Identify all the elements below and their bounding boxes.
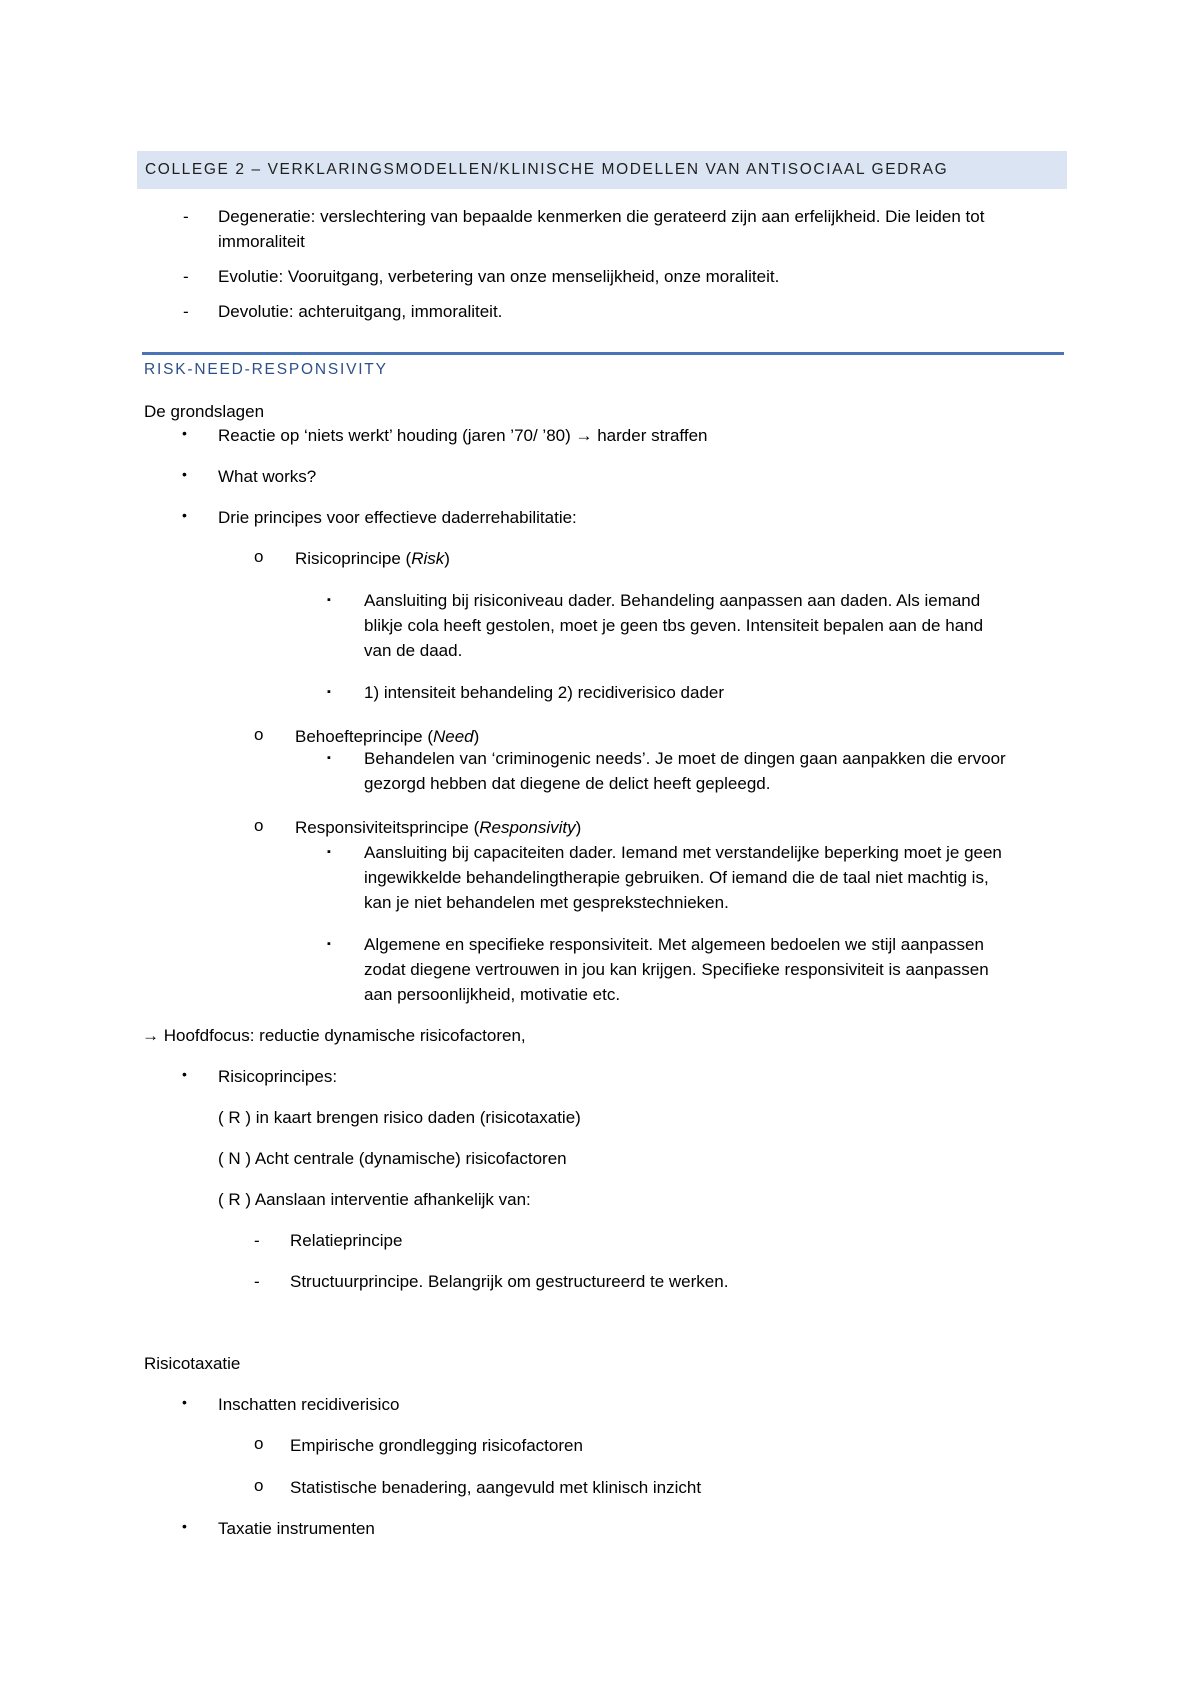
risicoprincipe-r2: ( N ) Acht centrale (dynamische) risicofactoren	[218, 1149, 567, 1168]
circle-marker: o	[254, 725, 264, 744]
college-heading: COLLEGE 2 – VERKLARINGSMODELLEN/KLINISCHE MODELLEN VAN ANTISOCIAAL GEDRAG	[137, 151, 1067, 189]
risk-sub-1-line-2: blikje cola heeft gestolen, moet je geen tbs geven. Intensiteit bepalen aan de hand	[364, 616, 984, 635]
risk-sub-1-line-3: van de daad.	[364, 641, 463, 660]
dash-marker: -	[183, 267, 189, 286]
circle-marker: o	[254, 547, 264, 566]
arrow-icon: →	[142, 1026, 159, 1045]
bullet-marker: •	[182, 1066, 187, 1082]
bullet-marker: •	[182, 466, 187, 482]
square-marker: ▪	[327, 938, 331, 950]
risicoprincipe-r1: ( R ) in kaart brengen risico daden (risicotaxatie)	[218, 1108, 581, 1127]
responsivity-sub-2-line-2: zodat diegene vertrouwen in jou kan krijgen. Specifieke responsiviteit is aanpassen	[364, 960, 989, 979]
square-marker: ▪	[327, 846, 331, 858]
risk-label: Risicoprincipe (Risk)	[295, 549, 450, 568]
square-marker: ▪	[327, 594, 331, 606]
risicotaxatie-bullet-2: Taxatie instrumenten	[218, 1519, 375, 1538]
responsivity-sub-1-line-1: Aansluiting bij capaciteiten dader. Iemand met verstandelijke beperking moet je geen	[364, 843, 1002, 862]
need-sub-1-line-2: gezorgd hebben dat diegene de delict heeft gepleegd.	[364, 774, 771, 793]
circle-marker: o	[254, 816, 264, 835]
structuurprincipe: Structuurprincipe. Belangrijk om gestructureerd te werken.	[290, 1272, 729, 1291]
circle-marker: o	[254, 1476, 264, 1495]
need-sub-1-line-1: Behandelen van ‘criminogenic needs’. Je moet de dingen gaan aanpakken die ervoor	[364, 749, 1006, 768]
section-rule	[142, 352, 1064, 355]
risk-sub-2: 1) intensiteit behandeling 2) recidiverisico dader	[364, 683, 725, 702]
degeneratie-line-2: immoraliteit	[218, 232, 305, 251]
responsivity-sub-1-line-2: ingewikkelde behandelingtherapie gebruiken. Of iemand die de taal niet machtig is,	[364, 868, 989, 887]
responsivity-sub-2-line-3: aan persoonlijkheid, motivatie etc.	[364, 985, 621, 1004]
grondslag-bullet-2: What works?	[218, 467, 317, 486]
dash-marker: -	[254, 1272, 260, 1291]
need-label: Behoefteprincipe (Need)	[295, 727, 480, 746]
need-label-italic: Need	[432, 727, 474, 746]
risicotaxatie-circle-2: Statistische benadering, aangevuld met klinisch inzicht	[290, 1478, 702, 1497]
grondslagen-title: De grondslagen	[144, 402, 265, 421]
bullet-marker: •	[182, 1394, 187, 1410]
risicotaxatie-title: Risicotaxatie	[144, 1354, 241, 1373]
grondslag-bullet-3: Drie principes voor effectieve daderrehabilitatie:	[218, 508, 577, 527]
risicoprincipe-r3: ( R ) Aanslaan interventie afhankelijk van:	[218, 1190, 531, 1209]
risicotaxatie-bullet-1: Inschatten recidiverisico	[218, 1395, 400, 1414]
relatieprincipe: Relatieprincipe	[290, 1231, 403, 1250]
dash-marker: -	[254, 1231, 260, 1250]
devolutie-line: Devolutie: achteruitgang, immoraliteit.	[218, 302, 503, 321]
responsivity-sub-1-line-3: kan je niet behandelen met gesprekstechnieken.	[364, 893, 729, 912]
evolutie-line: Evolutie: Vooruitgang, verbetering van onze menselijkheid, onze moraliteit.	[218, 267, 780, 286]
risk-label-italic: Risk	[411, 549, 445, 568]
grondslag-bullet-1: Reactie op ‘niets werkt’ houding (jaren ’70/ ’80) → harder straffen	[218, 426, 708, 445]
dash-marker: -	[183, 302, 189, 321]
square-marker: ▪	[327, 686, 331, 698]
risicoprincipes-title: Risicoprincipes:	[218, 1067, 338, 1086]
bullet-marker: •	[182, 1518, 187, 1534]
responsivity-label-italic: Responsivity	[479, 818, 576, 837]
square-marker: ▪	[327, 752, 331, 764]
risicotaxatie-circle-1: Empirische grondlegging risicofactoren	[290, 1436, 583, 1455]
degeneratie-line-1: Degeneratie: verslechtering van bepaalde kenmerken die gerateerd zijn aan erfelijkheid. Die leiden tot	[218, 207, 985, 226]
risk-sub-1-line-1: Aansluiting bij risiconiveau dader. Behandeling aanpassen aan daden. Als iemand	[364, 591, 981, 610]
responsivity-label: Responsiviteitsprincipe (Responsivity)	[295, 818, 582, 837]
responsivity-sub-2-line-1: Algemene en specifieke responsiviteit. Met algemeen bedoelen we stijl aanpassen	[364, 935, 984, 954]
bullet-marker: •	[182, 507, 187, 523]
circle-marker: o	[254, 1434, 264, 1453]
rnr-heading: RISK-NEED-RESPONSIVITY	[144, 361, 388, 378]
hoofdfocus-line: → Hoofdfocus: reductie dynamische risicofactoren,	[142, 1026, 526, 1045]
dash-marker: -	[183, 207, 189, 226]
bullet-marker: •	[182, 425, 187, 441]
